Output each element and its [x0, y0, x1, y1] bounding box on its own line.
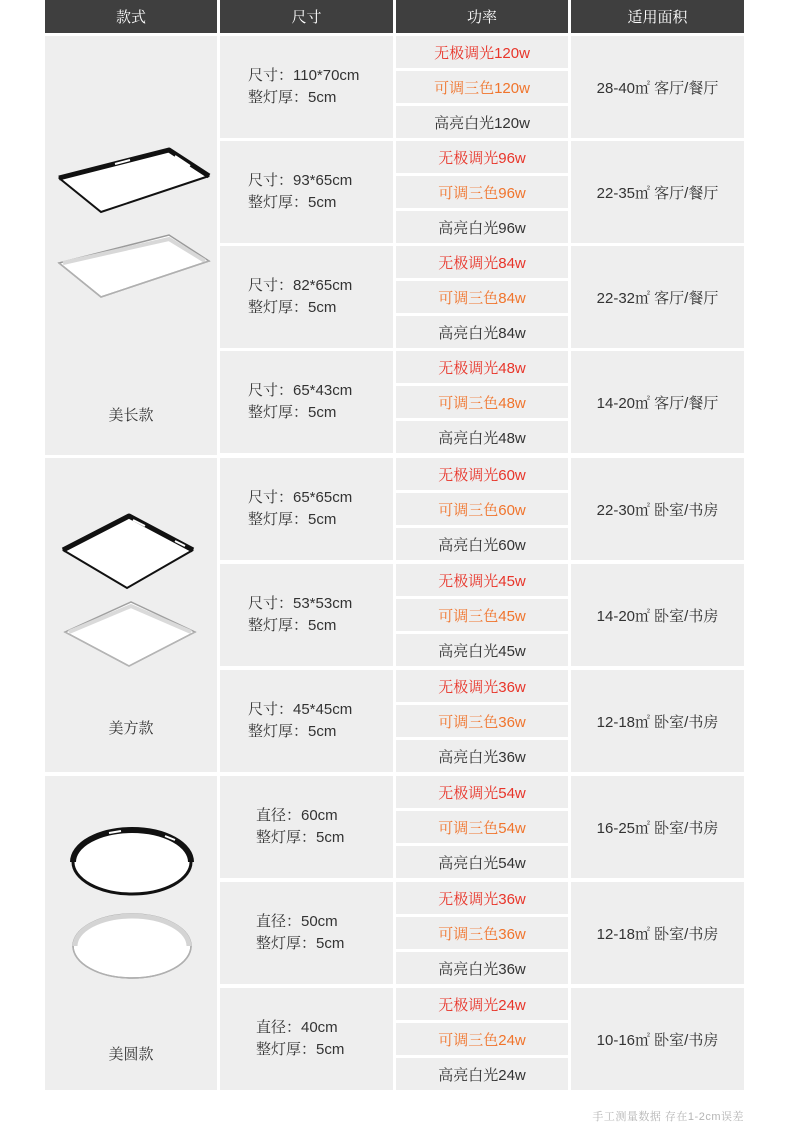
size-cell	[220, 141, 393, 243]
power-options	[396, 670, 568, 772]
table-row	[220, 36, 744, 138]
thickness-value: 整灯厚：5cm	[248, 89, 337, 106]
power-stepless: 无极调光60w	[396, 458, 568, 490]
power-options	[396, 351, 568, 453]
power-options	[396, 141, 568, 243]
power-options	[396, 246, 568, 348]
diameter-value: 直径：50cm	[256, 913, 338, 930]
power-white: 高亮白光84w	[396, 316, 568, 348]
area-cell: 14-20㎡ 卧室/书房	[571, 564, 744, 666]
power-three-color: 可调三色45w	[396, 599, 568, 631]
power-stepless: 无极调光36w	[396, 882, 568, 914]
table-row	[220, 564, 744, 666]
power-stepless: 无极调光120w	[396, 36, 568, 68]
style-label: 美方款	[108, 720, 154, 737]
power-three-color: 可调三色60w	[396, 493, 568, 525]
power-three-color: 可调三色54w	[396, 811, 568, 843]
power-white: 高亮白光120w	[396, 106, 568, 138]
rectangle-white-lamp-icon	[55, 221, 215, 311]
round-white-lamp-icon	[69, 908, 195, 984]
power-three-color: 可调三色36w	[396, 917, 568, 949]
thickness-value: 整灯厚：5cm	[256, 1041, 345, 1058]
size-cell	[220, 776, 393, 878]
power-white: 高亮白光45w	[396, 634, 568, 666]
size-cell	[220, 246, 393, 348]
thickness-value: 整灯厚：5cm	[256, 935, 345, 952]
size-cell	[220, 458, 393, 560]
size-cell	[220, 36, 393, 138]
power-three-color: 可调三色84w	[396, 281, 568, 313]
table-row	[220, 882, 744, 984]
size-value: 尺寸：110*70cm	[248, 67, 360, 84]
size-cell	[220, 564, 393, 666]
power-stepless: 无极调光36w	[396, 670, 568, 702]
power-stepless: 无极调光24w	[396, 988, 568, 1020]
power-options	[396, 988, 568, 1090]
power-white: 高亮白光60w	[396, 528, 568, 560]
thickness-value: 整灯厚：5cm	[256, 829, 345, 846]
power-white: 高亮白光36w	[396, 952, 568, 984]
size-value: 尺寸：65*43cm	[248, 382, 353, 399]
power-stepless: 无极调光48w	[396, 351, 568, 383]
thickness-value: 整灯厚：5cm	[248, 511, 337, 528]
style-cell	[45, 776, 217, 1090]
area-cell: 12-18㎡ 卧室/书房	[571, 882, 744, 984]
size-value: 尺寸：65*65cm	[248, 489, 353, 506]
thickness-value: 整灯厚：5cm	[248, 194, 337, 211]
table-row	[220, 776, 744, 878]
power-options	[396, 776, 568, 878]
area-cell: 22-32㎡ 客厅/餐厅	[571, 246, 744, 348]
power-three-color: 可调三色48w	[396, 386, 568, 418]
power-stepless: 无极调光84w	[396, 246, 568, 278]
header-power: 功率	[396, 0, 568, 33]
power-white: 高亮白光54w	[396, 846, 568, 878]
power-white: 高亮白光24w	[396, 1058, 568, 1090]
size-value: 尺寸：45*45cm	[248, 701, 353, 718]
area-cell: 16-25㎡ 卧室/书房	[571, 776, 744, 878]
area-cell: 22-35㎡ 客厅/餐厅	[571, 141, 744, 243]
table-row	[220, 458, 744, 560]
size-cell	[220, 670, 393, 772]
measurement-footnote: 手工测量数据 存在1-2cm误差	[592, 1111, 744, 1123]
table-row	[220, 670, 744, 772]
thickness-value: 整灯厚：5cm	[248, 404, 337, 421]
square-white-lamp-icon	[61, 596, 201, 672]
table-header	[45, 0, 744, 33]
area-cell: 22-30㎡ 卧室/书房	[571, 458, 744, 560]
power-three-color: 可调三色24w	[396, 1023, 568, 1055]
area-cell: 28-40㎡ 客厅/餐厅	[571, 36, 744, 138]
power-white: 高亮白光36w	[396, 740, 568, 772]
area-cell: 14-20㎡ 客厅/餐厅	[571, 351, 744, 453]
style-label: 美圆款	[108, 1046, 154, 1063]
table-row	[220, 246, 744, 348]
area-cell: 12-18㎡ 卧室/书房	[571, 670, 744, 772]
power-white: 高亮白光48w	[396, 421, 568, 453]
diameter-value: 直径：60cm	[256, 807, 338, 824]
header-area: 适用面积	[571, 0, 744, 33]
thickness-value: 整灯厚：5cm	[248, 617, 337, 634]
round-black-lamp-icon	[69, 824, 195, 900]
size-value: 尺寸：82*65cm	[248, 277, 353, 294]
table-row	[220, 351, 744, 453]
group-round	[45, 776, 744, 1090]
thickness-value: 整灯厚：5cm	[248, 723, 337, 740]
size-cell	[220, 882, 393, 984]
header-style: 款式	[45, 0, 217, 33]
power-options	[396, 36, 568, 138]
table-row	[220, 141, 744, 243]
square-black-lamp-icon	[59, 510, 199, 594]
group-long	[45, 36, 744, 455]
style-label: 美长款	[108, 407, 154, 424]
power-white: 高亮白光96w	[396, 211, 568, 243]
power-options	[396, 564, 568, 666]
table-row	[220, 988, 744, 1090]
header-size: 尺寸	[220, 0, 393, 33]
power-stepless: 无极调光45w	[396, 564, 568, 596]
size-cell	[220, 351, 393, 453]
size-value: 尺寸：53*53cm	[248, 595, 353, 612]
power-stepless: 无极调光54w	[396, 776, 568, 808]
power-options	[396, 882, 568, 984]
power-three-color: 可调三色120w	[396, 71, 568, 103]
group-square	[45, 458, 744, 772]
area-cell: 10-16㎡ 卧室/书房	[571, 988, 744, 1090]
power-three-color: 可调三色36w	[396, 705, 568, 737]
rectangle-black-lamp-icon	[55, 136, 215, 226]
power-options	[396, 458, 568, 560]
power-three-color: 可调三色96w	[396, 176, 568, 208]
thickness-value: 整灯厚：5cm	[248, 299, 337, 316]
style-cell	[45, 458, 217, 772]
style-cell	[45, 36, 217, 455]
diameter-value: 直径：40cm	[256, 1019, 338, 1036]
size-value: 尺寸：93*65cm	[248, 172, 353, 189]
size-cell	[220, 988, 393, 1090]
power-stepless: 无极调光96w	[396, 141, 568, 173]
